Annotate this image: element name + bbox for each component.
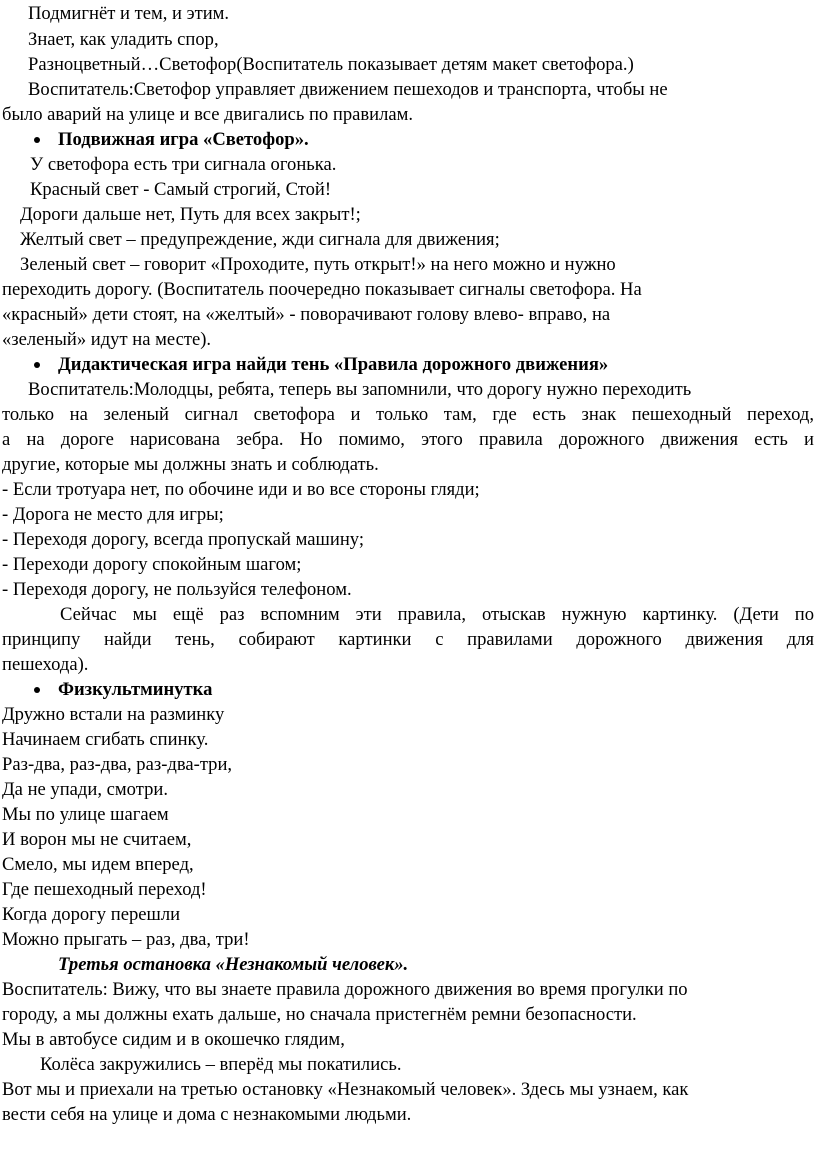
poem-line: Смело, мы идем вперед, xyxy=(2,854,194,875)
text-line: Воспитатель:Светофор управляет движением пешеходов и транспорта, чтобы не xyxy=(28,79,668,100)
text-line: Зеленый свет – говорит «Проходите, путь открыт!» на него можно и нужно xyxy=(20,254,616,275)
text-line: У светофора есть три сигнала огонька. xyxy=(30,154,337,175)
rule-item: - Переходя дорогу, всегда пропускай машину; xyxy=(2,529,364,550)
poem-line: Где пешеходный переход! xyxy=(2,879,207,900)
text-line: городу, а мы должны ехать дальше, но сначала пристегнём ремни безопасности. xyxy=(2,1004,637,1025)
text-line: Вот мы и приехали на третью остановку «Незнакомый человек». Здесь мы узнаем, как xyxy=(2,1079,689,1100)
heading-text: Физкультминутка xyxy=(58,679,213,700)
text-line: было аварий на улице и все двигались по правилам. xyxy=(2,104,414,125)
poem-line: Можно прыгать – раз, два, три! xyxy=(2,929,250,950)
poem-line: Раз-два, раз-два, раз-два-три, xyxy=(2,754,233,775)
text-line: Подмигнёт и тем, и этим. xyxy=(28,3,230,24)
text-line: только на зеленый сигнал светофора и только там, где есть знак пешеходный переход, xyxy=(2,404,814,425)
poem-line: Да не упади, смотри. xyxy=(2,779,168,800)
text-line: Желтый свет – предупреждение, жди сигнала для движения; xyxy=(20,229,500,250)
heading-text: Подвижная игра «Светофор». xyxy=(58,129,309,150)
rule-item: - Дорога не место для игры; xyxy=(2,504,224,525)
rule-item: - Если тротуара нет, по обочине иди и во все стороны гляди; xyxy=(2,479,480,500)
bullet-heading xyxy=(34,128,814,152)
text-line: пешехода). xyxy=(2,654,89,675)
text-line: Знает, как уладить спор, xyxy=(28,29,219,50)
text-line: другие, которые мы должны знать и соблюдать. xyxy=(2,454,379,475)
text-line: Разноцветный…Светофор(Воспитатель показывает детям макет светофора.) xyxy=(28,54,634,75)
text-line: Колёса закружились – вперёд мы покатились. xyxy=(40,1054,402,1075)
text-line: вести себя на улице и дома с незнакомыми людьми. xyxy=(2,1104,412,1125)
heading-text: Дидактическая игра найди тень «Правила дорожного движения» xyxy=(58,354,609,375)
poem-line: И ворон мы не считаем, xyxy=(2,829,192,850)
text-line: Сейчас мы ещё раз вспомним эти правила, отыскав нужную картинку. (Дети по xyxy=(60,604,814,625)
text-line: «красный» дети стоят, на «желтый» - поворачивают голову влево- вправо, на xyxy=(2,304,611,325)
bullet-icon xyxy=(34,362,40,368)
text-line: «зеленый» идут на месте). xyxy=(2,329,212,350)
text-line: Мы в автобусе сидим и в окошечко глядим, xyxy=(2,1029,345,1050)
section-heading: Третья остановка «Незнакомый человек». xyxy=(58,954,409,975)
poem-line: Когда дорогу перешли xyxy=(2,904,181,925)
text-line: Воспитатель:Молодцы, ребята, теперь вы запомнили, что дорогу нужно переходить xyxy=(28,379,692,400)
bullet-heading xyxy=(34,353,814,377)
text-line: Воспитатель: Вижу, что вы знаете правила дорожного движения во время прогулки по xyxy=(2,979,688,1000)
text-line: а на дороге нарисована зебра. Но помимо, этого правила дорожного движения есть и xyxy=(2,429,814,450)
bullet-heading xyxy=(34,678,814,702)
poem-line: Мы по улице шагаем xyxy=(2,804,169,825)
text-line: Дороги дальше нет, Путь для всех закрыт!; xyxy=(20,204,361,225)
text-line: Красный свет - Самый строгий, Стой! xyxy=(30,179,332,200)
bullet-icon xyxy=(34,687,40,693)
bullet-icon xyxy=(34,137,40,143)
rule-item: - Переходя дорогу, не пользуйся телефоном. xyxy=(2,579,352,600)
text-line: переходить дорогу. (Воспитатель поочередно показывает сигналы светофора. На xyxy=(2,279,642,300)
poem-line: Дружно встали на разминку xyxy=(2,704,225,725)
poem-line: Начинаем сгибать спинку. xyxy=(2,729,209,750)
rule-item: - Переходи дорогу спокойным шагом; xyxy=(2,554,302,575)
text-line: принципу найди тень, собирают картинки с правилами дорожного движения для xyxy=(2,629,814,650)
